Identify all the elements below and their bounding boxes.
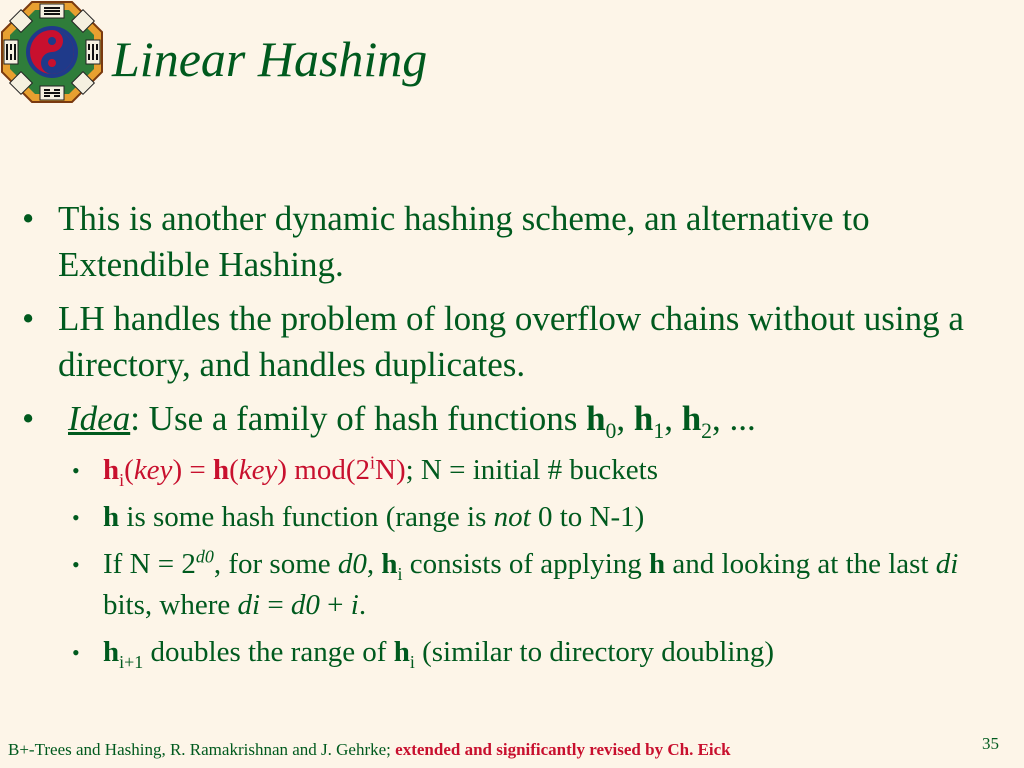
slide-content <box>22 196 1012 679</box>
bullet-dot: • <box>22 399 35 438</box>
bullet-2 <box>22 296 1012 388</box>
bullet-dot: • <box>72 505 80 530</box>
bullet-dot: • <box>22 199 35 238</box>
footer-revision: extended and significantly revised by Ch. Eick <box>395 740 731 759</box>
bullet-dot: • <box>72 640 80 665</box>
sub-bullet-2: • h is some hash function (range is not 0 to N-1) <box>22 497 1012 538</box>
sub-bullet-1: • $h_i(key) = h(key)$ mod(2$^i$N); N = initial # buckets <box>22 450 1012 491</box>
slide-title: Linear Hashing <box>112 31 428 87</box>
bullet-dot: • <box>22 299 35 338</box>
page-number: 35 <box>982 734 999 753</box>
bullet-2-text: LH handles the problem of long overflow chains without using a directory, and handles duplicates. <box>58 299 964 384</box>
bullet-dot: • <box>72 552 80 577</box>
sub-bullet-3: • If $N = 2^{d0}$, for some d0, $h_i$ consists of applying h and looking at the last di bits, where di = d0 + i. <box>22 544 1012 626</box>
footer-authors: B+-Trees and Hashing, R. Ramakrishnan and J. Gehrke; <box>8 740 396 759</box>
bagua-logo <box>0 0 104 104</box>
hash-formula: $h_i(key) = h(key)$ mod(2$^i$N) <box>103 452 406 490</box>
bullet-dot: • <box>72 458 80 483</box>
bullet-3: • Idea: Use a family of hash functions $h_0$, $h_1$, $h_2$, ... <box>22 396 1012 442</box>
bullet-1 <box>22 196 1012 288</box>
footer <box>8 740 731 760</box>
sub-bullet-4: • $h_{i+1}$ doubles the range of $h_i$ (similar to directory doubling) <box>22 632 1012 673</box>
idea-label: Idea <box>68 399 131 438</box>
bullet-1-text: This is another dynamic hashing scheme, an alternative to Extendible Hashing. <box>58 199 870 284</box>
